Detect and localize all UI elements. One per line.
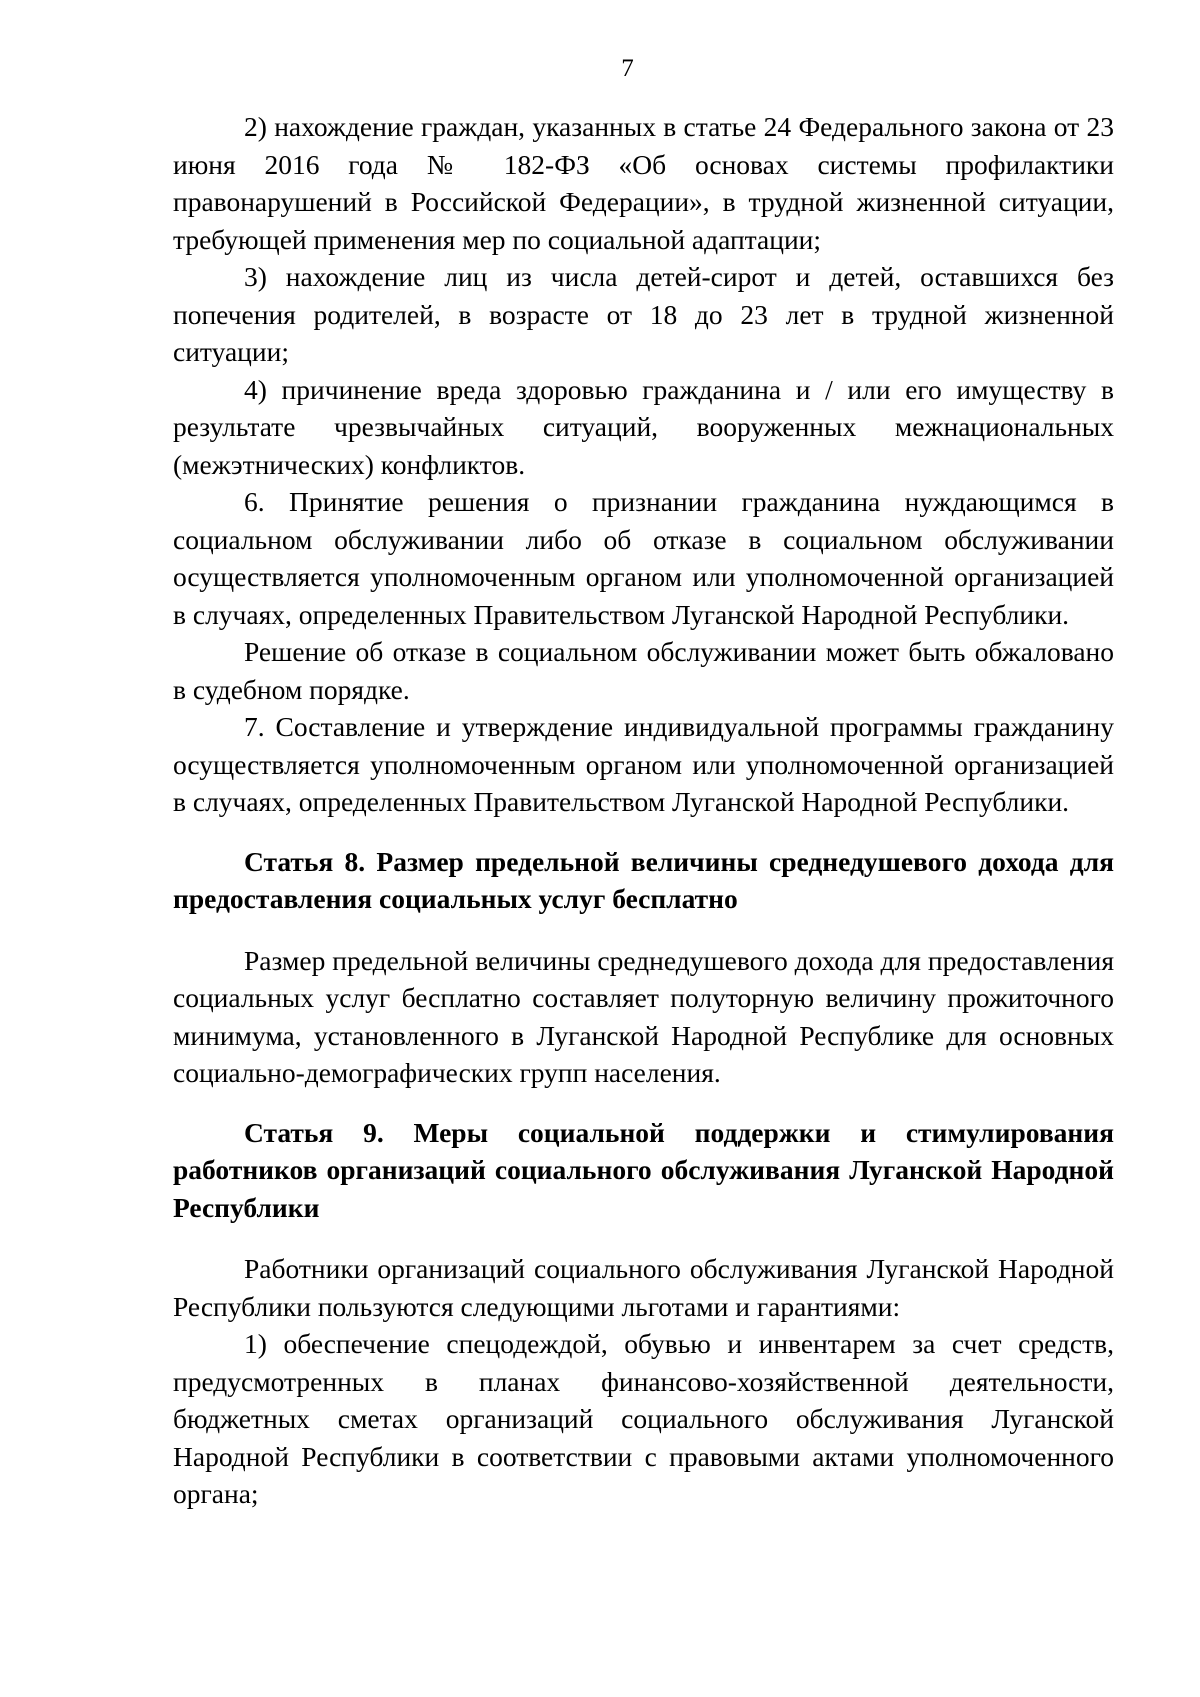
paragraph-item-3: 3) нахождение лиц из числа детей-сирот и детей, оставшихся без попечения родителей, в возрасте от 18 до 23 лет в трудной жизненной ситуации; xyxy=(173,261,1114,367)
paragraph-item-2: 2) нахождение граждан, указанных в статье 24 Федерального закона от 23 июня 2016 года № 182-ФЗ «Об основах системы профилактики правонарушений в Российской Федерации», в трудной жизненной ситуации, требующей применения мер по социальной адаптации; xyxy=(173,111,1114,255)
paragraph-point-6-appeal: Решение об отказе в социальном обслуживании может быть обжаловано в судебном порядке. xyxy=(173,636,1114,705)
article-9-intro: Работники организаций социального обслуживания Луганской Народной Республики пользуются следующими льготами и гарантиями: xyxy=(173,1253,1114,1322)
article-8-text: Размер предельной величины среднедушевого дохода для предоставления социальных услуг бесплатно составляет полуторную величину прожиточного минимума, установленного в Луганской Народной Республике для основных социально-демографических групп населения. xyxy=(173,944,1114,1088)
article-9-item-1: 1) обеспечение спецодеждой, обувью и инвентарем за счет средств, предусмотренных в планах финансово-хозяйственной деятельности, бюджетных сметах организаций социального обслуживания Луганской Народной Республики в соответствии с правовыми актами уполномоченного органа; xyxy=(173,1328,1114,1509)
article-8-heading: Статья 8. Размер предельной величины среднедушевого дохода для предоставления социальных услуг бесплатно xyxy=(173,845,1114,914)
article-9-heading: Статья 9. Меры социальной поддержки и стимулирования работников организаций социального обслуживания Луганской Народной Республики xyxy=(173,1116,1114,1223)
page-number: 7 xyxy=(621,55,634,82)
document-body xyxy=(173,108,1114,1513)
paragraph-point-6: 6. Принятие решения о признании гражданина нуждающимся в социальном обслуживании либо об отказе в социальном обслуживании осуществляется уполномоченным органом или уполномоченной организацией в случаях, определенных Правительством Луганской Народной Республики. xyxy=(173,486,1114,630)
paragraph-item-4: 4) причинение вреда здоровью гражданина и / или его имуществу в результате чрезвычайных ситуаций, вооруженных межнациональных (межэтнических) конфликтов. xyxy=(173,373,1114,480)
paragraph-point-7: 7. Составление и утверждение индивидуальной программы гражданину осуществляется уполномоченным органом или уполномоченной организацией в случаях, определенных Правительством Луганской Народной Республики. xyxy=(173,711,1114,817)
